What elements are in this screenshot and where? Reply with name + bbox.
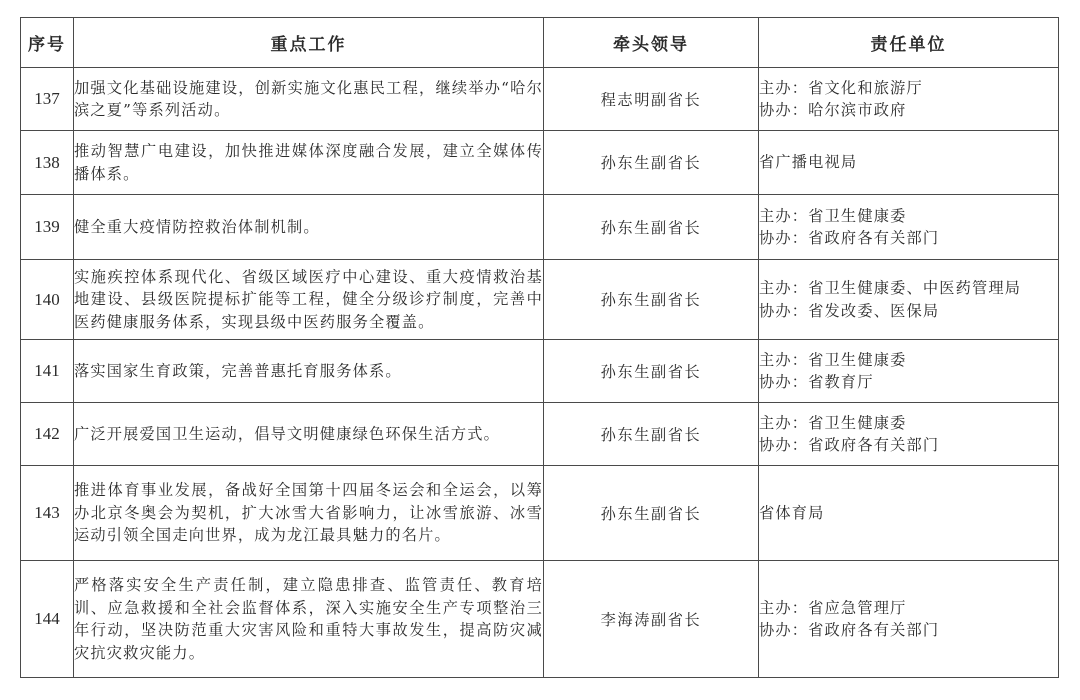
- unit-line: 协办：省政府各有关部门: [759, 436, 940, 454]
- row-number: 143: [21, 466, 74, 561]
- row-number: 137: [21, 68, 74, 131]
- table-row: [21, 403, 1059, 466]
- unit-cell: [759, 403, 1059, 466]
- task-cell: 推动智慧广电建设，加快推进媒体深度融合发展，建立全媒体传播体系。: [74, 131, 544, 195]
- header-lead: 牵头领导: [544, 18, 759, 68]
- row-number: 140: [21, 260, 74, 340]
- table-row: [21, 195, 1059, 260]
- leader-cell: 孙东生副省长: [544, 403, 759, 466]
- table-row: [21, 340, 1059, 403]
- table-row: [21, 561, 1059, 678]
- unit-line: 主办：省卫生健康委: [759, 350, 907, 369]
- task-cell: 加强文化基础设施建设，创新实施文化惠民工程，继续举办“哈尔滨之夏”等系列活动。: [74, 68, 544, 131]
- task-cell: 严格落实安全生产责任制，建立隐患排查、监管责任、教育培训、应急救援和全社会监督体系，深入实施安全生产专项整治三年行动，坚决防范重大灾害风险和重特大事故发生，提高防灾减灾抗灾救灾能力。: [74, 561, 544, 678]
- header-row: [21, 18, 1059, 68]
- unit-line: 协办：省政府各有关部门: [759, 621, 940, 639]
- leader-cell: 程志明副省长: [544, 68, 759, 131]
- unit-line: 省体育局: [759, 503, 825, 522]
- unit-line: 省广播电视局: [759, 153, 858, 172]
- unit-cell: [759, 561, 1059, 678]
- unit-cell: [759, 260, 1059, 340]
- row-number: 139: [21, 195, 74, 260]
- unit-cell: [759, 68, 1059, 131]
- header-task: 重点工作: [74, 18, 544, 68]
- unit-line: 协办：省政府各有关部门: [759, 229, 940, 247]
- leader-cell: 孙东生副省长: [544, 195, 759, 260]
- unit-line: 主办：省应急管理厅: [759, 598, 907, 617]
- row-number: 138: [21, 131, 74, 195]
- unit-line: 协办：省发改委、医保局: [759, 301, 940, 320]
- leader-cell: 李海涛副省长: [544, 561, 759, 678]
- unit-cell: [759, 340, 1059, 403]
- table-row: [21, 466, 1059, 561]
- row-number: 144: [21, 561, 74, 678]
- unit-line: 主办：省卫生健康委、中医药管理局: [759, 279, 1022, 297]
- leader-cell: 孙东生副省长: [544, 131, 759, 195]
- header-no: 序号: [21, 18, 74, 68]
- table-row: [21, 131, 1059, 195]
- task-cell: 落实国家生育政策，完善普惠托育服务体系。: [74, 340, 544, 403]
- task-cell: 广泛开展爱国卫生运动，倡导文明健康绿色环保生活方式。: [74, 403, 544, 466]
- unit-line: 协办：哈尔滨市政府: [759, 101, 907, 119]
- unit-line: 主办：省卫生健康委: [759, 206, 907, 225]
- task-cell: 实施疾控体系现代化、省级区域医疗中心建设、重大疫情救治基地建设、县级医院提标扩能等工程，健全分级诊疗制度，完善中医药健康服务体系，实现县级中医药服务全覆盖。: [74, 260, 544, 340]
- unit-cell: [759, 131, 1059, 195]
- unit-line: 协办：省教育厅: [759, 373, 874, 391]
- row-number: 142: [21, 403, 74, 466]
- unit-cell: [759, 466, 1059, 561]
- table-row: [21, 260, 1059, 340]
- table-row: [21, 68, 1059, 131]
- task-cell: 推进体育事业发展，备战好全国第十四届冬运会和全运会，以筹办北京冬奥会为契机，扩大冰雪大省影响力，让冰雪旅游、冰雪运动引领全国走向世界，成为龙江最具魅力的名片。: [74, 466, 544, 561]
- key-work-table: [20, 17, 1059, 678]
- row-number: 141: [21, 340, 74, 403]
- header-unit: 责任单位: [759, 18, 1059, 68]
- unit-line: 主办：省文化和旅游厅: [759, 78, 923, 97]
- leader-cell: 孙东生副省长: [544, 340, 759, 403]
- unit-line: 主办：省卫生健康委: [759, 413, 907, 432]
- leader-cell: 孙东生副省长: [544, 260, 759, 340]
- unit-cell: [759, 195, 1059, 260]
- task-cell: 健全重大疫情防控救治体制机制。: [74, 195, 544, 260]
- leader-cell: 孙东生副省长: [544, 466, 759, 561]
